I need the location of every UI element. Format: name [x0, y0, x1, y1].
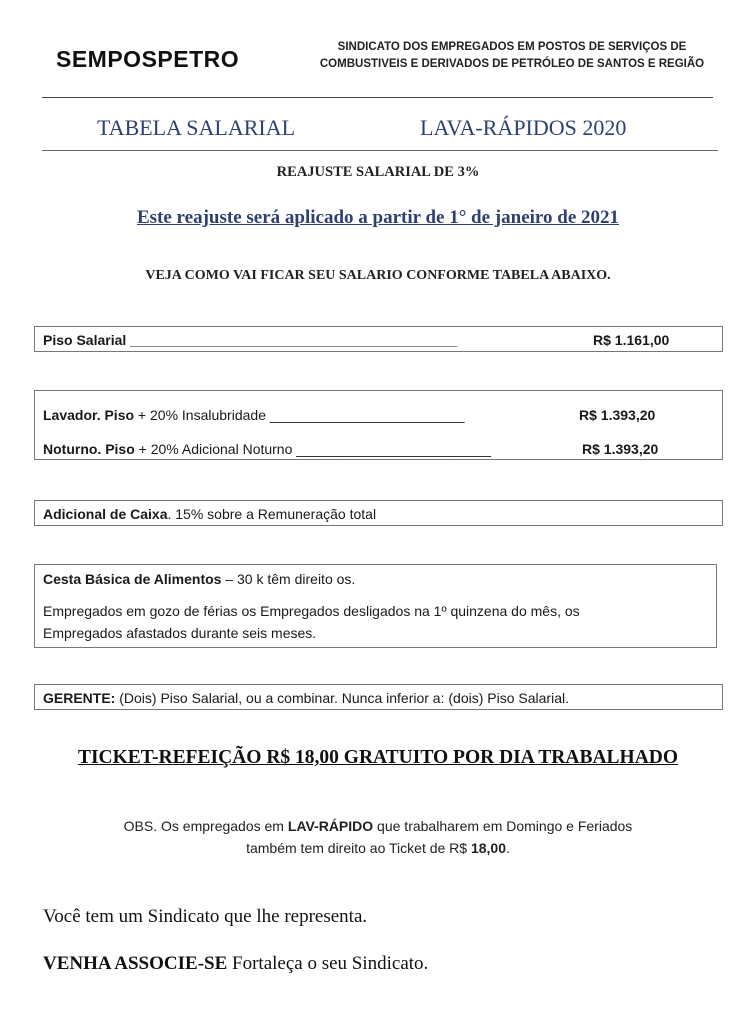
obs-note: [0, 815, 756, 859]
cesta-basica-box: [34, 564, 717, 648]
piso-salarial-box: [34, 326, 723, 352]
noturno-row: Noturno. Piso + 20% Adicional Noturno _________________________: [43, 441, 491, 457]
footer-sindicato-line: Você tem um Sindicato que lhe representa.: [43, 906, 368, 927]
reajuste-heading: REAJUSTE SALARIAL DE 3%: [276, 164, 480, 180]
reajuste-date-notice: Este reajuste será aplicado a partir de 1° de janeiro de 2021: [136, 207, 620, 228]
union-logo: SEMPOSPETRO: [56, 46, 240, 72]
piso-salarial-line: __________________________________________: [130, 332, 458, 348]
adicional-caixa-text: Adicional de Caixa. 15% sobre a Remuneração total: [43, 506, 377, 522]
adicional-caixa-box: [34, 500, 723, 526]
lavador-row: Lavador. Piso + 20% Insalubridade _________________________: [43, 407, 465, 423]
adicional-caixa-label: Adicional de Caixa: [43, 506, 168, 522]
piso-salarial-value: R$ 1.161,00: [593, 332, 670, 348]
header-divider: [42, 97, 713, 98]
footer-associe-line: VENHA ASSOCIE-SE Fortaleça o seu Sindicato.: [43, 953, 429, 974]
gerente-text: GERENTE: (Dois) Piso Salarial, ou a combinar. Nunca inferior a: (dois) Piso Salarial.: [43, 690, 569, 706]
table-intro: VEJA COMO VAI FICAR SEU SALARIO CONFORME TABELA ABAIXO.: [145, 268, 611, 283]
piso-salarial-label: Piso Salarial __________________________________________: [43, 332, 458, 348]
union-name: [316, 39, 708, 73]
lavador-noturno-box: [34, 390, 723, 460]
cesta-basica-condition-1: Empregados em gozo de férias os Empregados desligados na 1º quinzena do mês, os: [43, 603, 580, 619]
gerente-label: GERENTE:: [43, 690, 116, 706]
union-name-line2: COMBUSTIVEIS E DERIVADOS DE PETRÓLEO DE SANTOS E REGIÃO: [319, 58, 705, 70]
cesta-basica-text: Cesta Básica de Alimentos – 30 k têm direito os.: [43, 571, 356, 587]
lavador-value: R$ 1.393,20: [579, 407, 656, 423]
union-name-line1: SINDICATO DOS EMPREGADOS EM POSTOS DE SERVIÇOS DE: [337, 41, 687, 53]
obs-line2: também tem direito ao Ticket de R$ 18,00.: [246, 840, 510, 856]
obs-line1: OBS. Os empregados em LAV-RÁPIDO que trabalharem em Domingo e Feriados: [123, 818, 633, 834]
noturno-value: R$ 1.393,20: [582, 441, 659, 457]
lavador-label: Lavador. Piso: [43, 407, 135, 423]
title-tabela-salarial: TABELA SALARIAL: [97, 115, 296, 140]
cesta-basica-label: Cesta Básica de Alimentos: [43, 571, 222, 587]
footer-associe-label: VENHA ASSOCIE-SE: [43, 953, 228, 974]
noturno-line: _________________________: [296, 441, 491, 457]
title-divider: [42, 150, 718, 151]
lavador-line: _________________________: [269, 407, 465, 423]
gerente-box: [34, 684, 723, 710]
noturno-label: Noturno. Piso: [43, 441, 135, 457]
ticket-refeicao-heading: TICKET-REFEIÇÃO R$ 18,00 GRATUITO POR DIA TRABALHADO: [77, 747, 679, 768]
cesta-basica-condition-2: Empregados afastados durante seis meses.: [43, 625, 317, 641]
title-lava-rapidos: LAVA-RÁPIDOS 2020: [420, 115, 627, 140]
